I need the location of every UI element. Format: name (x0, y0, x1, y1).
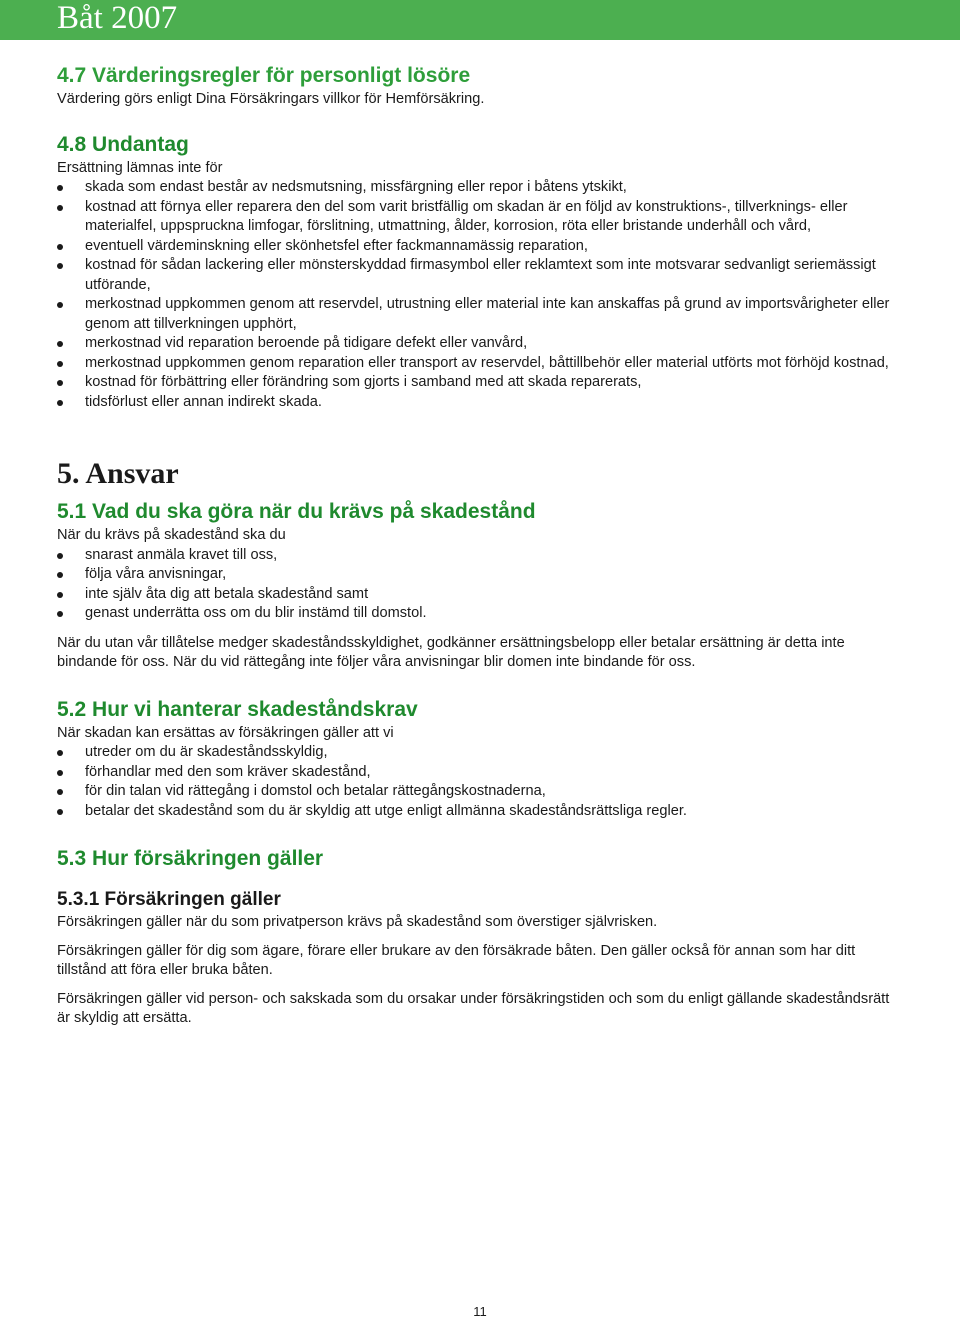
page-content (57, 62, 902, 1029)
bullet-icon (57, 380, 63, 386)
bullet-icon (57, 572, 63, 578)
bullet-icon (57, 302, 63, 308)
list-item-text: utreder om du är skadeståndsskyldig, (85, 744, 328, 760)
bullet-icon (57, 185, 63, 191)
header-bar (0, 0, 960, 40)
bullet-icon (57, 341, 63, 347)
list-item-text: snarast anmäla kravet till oss, (85, 546, 278, 563)
bullet-icon (57, 205, 63, 211)
document-title: Båt 2007 (57, 0, 178, 36)
list-item-text: följa våra anvisningar, (85, 566, 227, 582)
list-item (57, 565, 902, 585)
list-item-text: tidsförlust eller annan indirekt skada. (85, 393, 322, 410)
section-5-3-1-paragraph: Försäkringen gäller vid person- och sakskada som du orsakar under försäkringstiden och som du enligt gällande skadeståndsrätt är skyldig att ersätta. (57, 990, 890, 1026)
bullet-icon (57, 400, 63, 406)
section-5-1-heading: 5.1 Vad du ska göra när du krävs på skadestånd (57, 500, 536, 523)
list-item (57, 743, 902, 763)
list-item-text: merkostnad vid reparation beroende på tidigare defekt eller vanvård, (85, 335, 528, 351)
bullet-icon (57, 789, 63, 795)
section-4-8-heading: 4.8 Undantag (57, 132, 189, 156)
list-item (57, 393, 902, 413)
list-item (57, 782, 902, 802)
bullet-icon (57, 770, 63, 776)
claim-handling-list (57, 743, 902, 821)
bullet-icon (57, 592, 63, 598)
list-item-text: merkostnad uppkommen genom reparation eller transport av reservdel, båttillbehör eller material utförts mot förhöjd kostnad, (85, 354, 889, 371)
list-item-text: merkostnad uppkommen genom att reservdel, utrustning eller material inte kan anskaffas på grund av importsvårigheter eller genom att tillverkningen upphört, (85, 296, 890, 332)
claim-steps-list (57, 546, 902, 624)
list-item (57, 604, 902, 624)
list-item-text: inte själv åta dig att betala skadestånd samt (85, 585, 369, 602)
list-item (57, 256, 902, 295)
bullet-icon (57, 553, 63, 559)
section-5-3-1-paragraph: Försäkringen gäller när du som privatperson krävs på skadestånd som överstiger självrisken. (57, 914, 658, 930)
list-item-text: skada som endast består av nedsmutsning, missfärgning eller repor i båtens ytskikt, (85, 179, 627, 195)
list-item (57, 178, 902, 198)
list-item (57, 802, 902, 822)
bullet-icon (57, 809, 63, 815)
list-item (57, 237, 902, 257)
section-5-3-heading: 5.3 Hur försäkringen gäller (57, 847, 324, 870)
section-5-1-intro: När du krävs på skadestånd ska du (57, 527, 286, 543)
list-item-text: kostnad att förnya eller reparera den del som varit bristfällig om skadan är en följd av konstruktions-, tillverknings- eller materialfel, uppspruckna limfogar, förslitning, utmattning, ålder, korrosion, röta eller bristande underhåll och vård, (85, 198, 848, 234)
bullet-icon (57, 361, 63, 367)
section-5-2-intro: När skadan kan ersättas av försäkringen gäller att vi (57, 724, 394, 741)
list-item (57, 334, 902, 354)
section-5-3-1-paragraph: Försäkringen gäller för dig som ägare, förare eller brukare av den försäkrade båten. Den gäller också för annan som har ditt tillstånd att föra eller bruka båten. (57, 942, 856, 978)
list-item-text: förhandlar med den som kräver skadestånd, (85, 763, 371, 780)
section-4-7-text: Värdering görs enligt Dina Försäkringars villkor för Hemförsäkring. (57, 91, 485, 107)
list-item (57, 295, 902, 334)
section-5-heading: 5. Ansvar (57, 457, 179, 490)
section-5-3-1-heading: 5.3.1 Försäkringen gäller (57, 889, 281, 910)
list-item (57, 763, 902, 783)
bullet-icon (57, 244, 63, 250)
list-item (57, 198, 902, 237)
list-item-text: betalar det skadestånd som du är skyldig att utge enligt allmänna skadeståndsrättsliga regler. (85, 802, 687, 819)
page-number: 11 (473, 1304, 487, 1319)
list-item (57, 585, 902, 605)
section-4-7-heading: 4.7 Värderingsregler för personligt lösöre (57, 64, 471, 87)
exclusions-list (57, 178, 902, 412)
list-item (57, 546, 902, 566)
list-item-text: eventuell värdeminskning eller skönhetsfel efter fackmannamässig reparation, (85, 237, 588, 254)
bullet-icon (57, 263, 63, 269)
list-item-text: genast underrätta oss om du blir instämd till domstol. (85, 605, 427, 621)
bullet-icon (57, 750, 63, 756)
list-item-text: kostnad för sådan lackering eller mönsterskyddad firmasymbol eller reklamtext som inte motsvarar sedvanligt seriemässigt utförande, (85, 257, 876, 293)
list-item (57, 373, 902, 393)
list-item-text: kostnad för förbättring eller förändring som gjorts i samband med att skada reparerats, (85, 374, 642, 390)
bullet-icon (57, 611, 63, 617)
section-5-2-heading: 5.2 Hur vi hanterar skadeståndskrav (57, 697, 418, 721)
section-4-8-intro: Ersättning lämnas inte för (57, 159, 223, 176)
list-item-text: för din talan vid rättegång i domstol och betalar rättegångskostnaderna, (85, 783, 546, 799)
list-item (57, 354, 902, 374)
section-5-1-paragraph: När du utan vår tillåtelse medger skadeståndsskyldighet, godkänner ersättningsbelopp eller betalar ersättning är detta inte bindande för oss. När du vid rättegång inte följer våra anvisningar blir domen inte bindande för oss. (57, 634, 845, 670)
